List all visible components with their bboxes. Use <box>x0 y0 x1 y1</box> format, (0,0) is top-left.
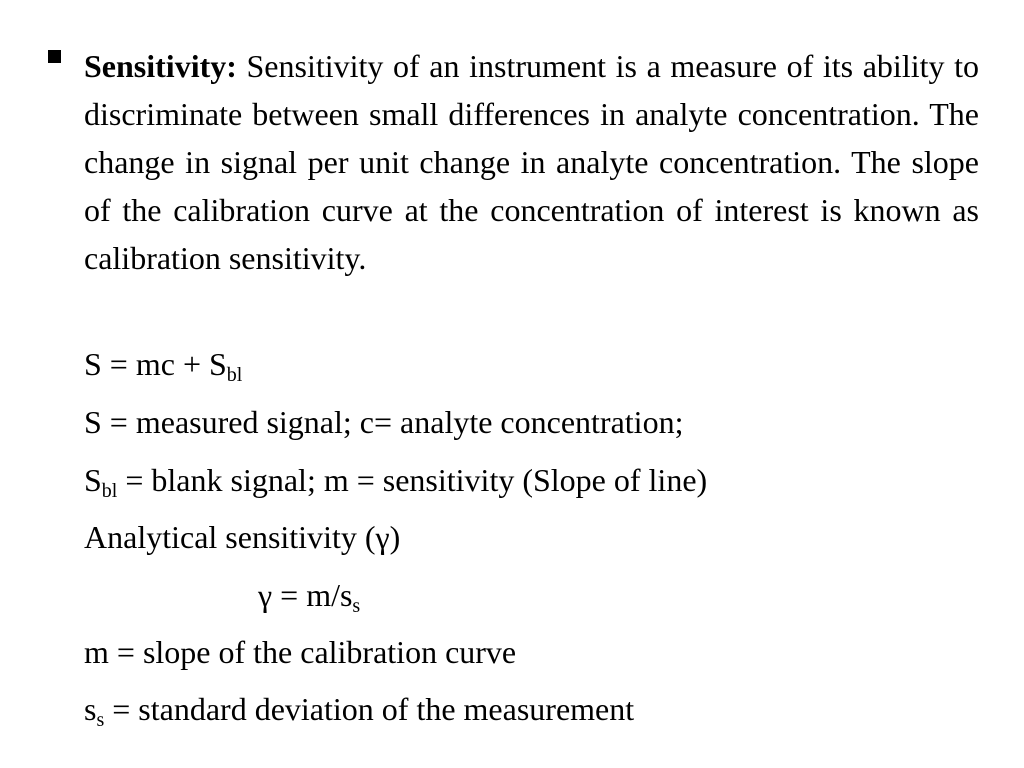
equation-main: S = mc + S <box>84 346 227 382</box>
equation-subscript: bl <box>226 364 243 386</box>
slope-definition: m = slope of the calibration curve <box>84 634 517 670</box>
analytical-sensitivity-heading: Analytical sensitivity (γ) <box>84 519 401 555</box>
square-bullet-icon <box>48 50 61 63</box>
equation-subscript: s <box>352 595 361 617</box>
symbol-subscript: s <box>96 709 105 731</box>
calibration-equation <box>84 345 243 386</box>
gamma-equation <box>258 576 361 617</box>
symbol-subscript: bl <box>101 480 118 502</box>
equation-main: γ = m/s <box>258 577 353 613</box>
definition-text: = standard deviation of the measurement <box>104 691 635 727</box>
signal-definition: S = measured signal; c= analyte concentration; <box>84 404 684 440</box>
symbol-main: s <box>84 691 97 727</box>
symbol-main: S <box>84 462 102 498</box>
std-deviation-definition <box>84 690 635 731</box>
sensitivity-term: Sensitivity: <box>84 48 237 84</box>
sensitivity-definition: Sensitivity of an instrument is a measure of its ability to discriminate between small differences in analyte concentration. The change in signal per unit change in analyte concentration. The slope of the calibration curve at the concentration of interest is known as calibration sensitivity. <box>84 48 979 276</box>
definition-text: = blank signal; m = sensitivity (Slope of line) <box>117 462 708 498</box>
blank-signal-definition <box>84 461 708 502</box>
sensitivity-paragraph <box>84 42 979 282</box>
